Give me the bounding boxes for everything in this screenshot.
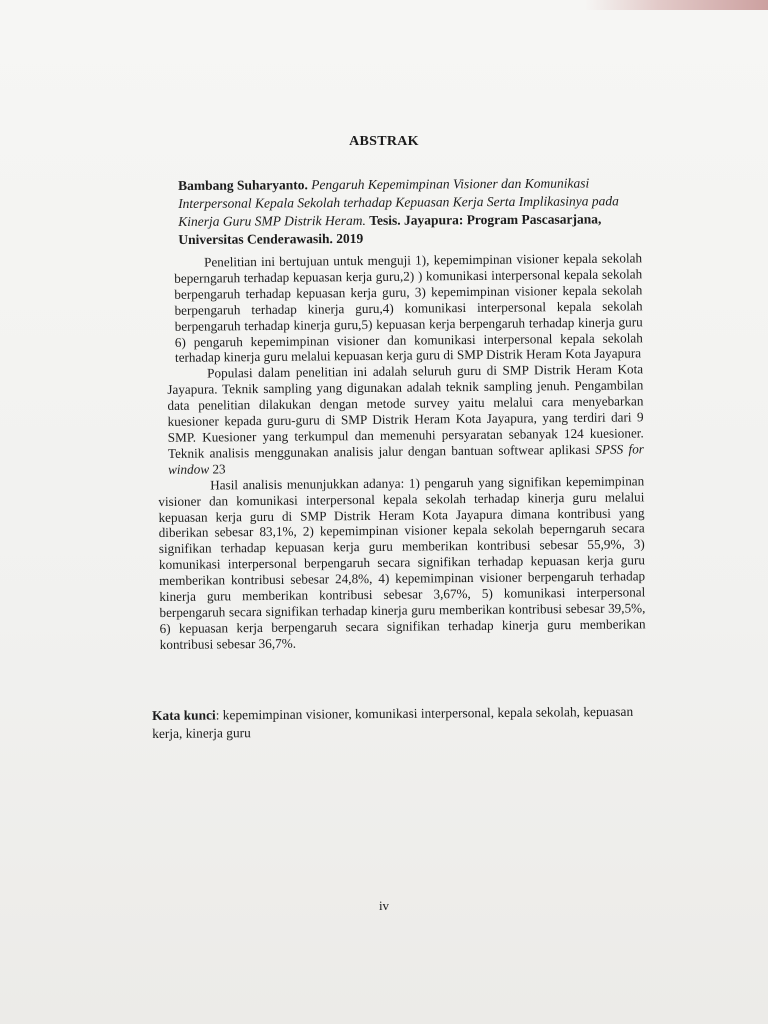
software-name: SPSS for window [167, 441, 644, 477]
abstract-paragraph-results: Hasil analisis menunjukkan adanya: 1) pengaruh yang signifikan kepemimpinan visioner dan komunikasi interpersonal kepala sekolah terhadap kinerja guru melalui kepuasan kerja guru di SMP Distrik Heram Kota Jayapura dimana kontribusi yang diberikan sebesar 83,1%, 2) kepemimpinan visioner kepala sekolah beperngaruh secara signifikan terhadap kepuasan kerja guru memberikan kontribusi sebesar 55,9%, 3) komunikasi interpersonal berpengaruh secara signifikan terhadap kepuasan kerja guru memberikan kontribusi sebesar 24,8%, 4) kepemimpinan visioner berpengaruh terhadap kinerja guru memberikan kontribusi sebesar 3,67%, 5) komunikasi interpersonal berpengaruh secara signifikan terhadap kinerja guru memberikan kontribusi sebesar 39,5%, 6) kepuasan kerja berpengaruh secara signifikan terhadap kinerja guru memberikan kontribusi sebesar 36,7%. [158, 473, 646, 652]
page-number: iv [378, 898, 390, 913]
citation-thesis-title: Pengaruh Kepemimpinan Visioner dan Komunikasi Interpersonal Kepala Sekolah terhadap Kepuasan Kerja Serta Implikasinya pada Kinerja Guru SMP Distrik Heram. [178, 175, 619, 229]
abstract-paragraph-method [157, 362, 644, 478]
citation-author: Bambang Suharyanto. [178, 177, 308, 193]
abstract-title: ABSTRAK [349, 134, 419, 149]
citation-block [178, 174, 646, 249]
keywords-label: Kata kunci [152, 707, 216, 723]
abstract-paragraph-objectives: Penelitian ini bertujuan untuk menguji 1), kepemimpinan visioner kepala sekolah beperngaruh terhadap kepuasan kerja guru,2) ) komunikasi interpersonal kepala sekolah berpengaruh terhadap kepuasan kerja guru, 3) kepemimpinan visioner kepala sekolah berpengaruh terhadap kinerja guru,4) komunikasi interpersonal kepala sekolah berpengaruh terhadap kinerja guru,5) kepuasan kerja berpengaruh terhadap kinerja guru 6) pengaruh kepemimpinan visioner dan komunikasi interpersonal kepala sekolah terhadap kinerja guru melalui kepuasan kerja guru di SMP Distrik Heram Kota Jayapura [174, 250, 643, 366]
abstract-body [156, 250, 646, 652]
citation-publication: Tesis. Jayapura: Program Pascasarjana, Universitas Cenderawasih. 2019 [178, 211, 602, 247]
software-version: 23 [209, 461, 226, 477]
scan-edge-mark [585, 0, 768, 10]
keywords-block [152, 703, 640, 743]
keywords-text: : kepemimpinan visioner, komunikasi interpersonal, kepala sekolah, kepuasan kerja, kinerja guru [152, 703, 634, 741]
method-text: Populasi dalam penelitian ini adalah seluruh guru di SMP Distrik Heram Kota Jayapura. Teknik sampling yang digunakan adalah teknik sampling jenuh. Pengambilan data penelitian dilakukan dengan metode survey yaitu melalui cara menyebarkan kuesioner kepada guru-guru di SMP Distrik Heram Kota Jayapura, yang terdiri dari 9 SMP. Kuesioner yang terkumpul dan memenuhi persyaratan sebanyak 124 kuesioner. Teknik analisis menggunakan analisis jalur dengan bantuan softwear aplikasi [167, 361, 644, 461]
